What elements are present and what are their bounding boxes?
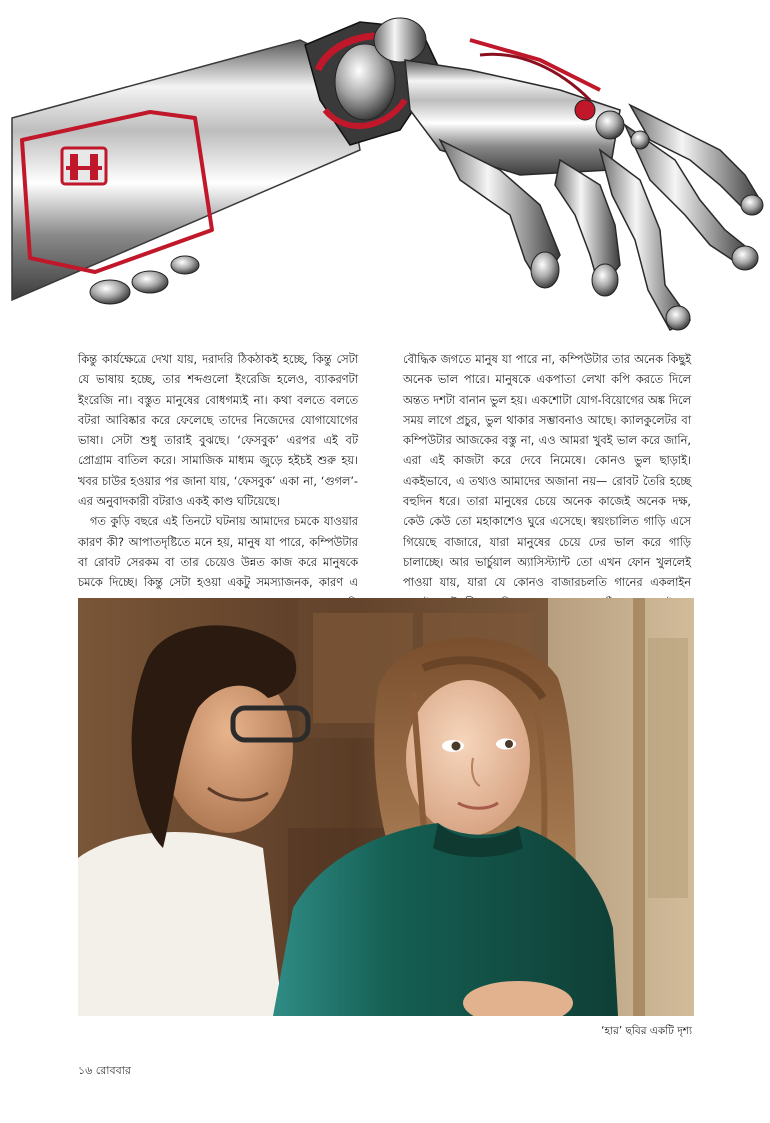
page-number: ১৬ bbox=[78, 1064, 93, 1077]
magazine-name: রোববার bbox=[95, 1064, 131, 1077]
page-footer bbox=[78, 1062, 131, 1081]
film-still-photo bbox=[78, 598, 694, 1016]
paragraph: গত কুড়ি বছরে এই তিনটে ঘটনায় আমাদের চমকে যাওয়ার কারণ কী? আপাতদৃষ্টিতে মনে হয়, মানুষ যা পারে, কম্পিউটার বা রোবট সেরকম বা তার চেয়েও উন্নত কাজ করে মানুষকে চমকে দিচ্ছে। কিন্তু সেটা হওয়া একটু সমস্যাজনক, কারণ এ bbox=[78, 515, 358, 590]
robot-arm-svg bbox=[0, 0, 770, 340]
robot-arm-illustration bbox=[0, 0, 770, 340]
article-right-column bbox=[403, 350, 691, 614]
photo-caption: ‘হার’ ছবির একটি দৃশ্য bbox=[601, 1025, 692, 1037]
film-still-svg bbox=[78, 598, 694, 1016]
paragraph: বৌদ্ধিক জগতে মানুষ যা পারে না, কম্পিউটার তার অনেক কিছুই অনেক ভাল পারে। মানুষকে একপাতা লেখা কপি করতে দিলে অন্তত দশটা বানান ভুল হয়। একশোটা যোগ-বিয়োগের অঙ্ক দিলে সময় লাগে প্রচুর, ভুল থাকার সম্ভাবনাও আছে। ক্যালকুলেটর বা কম্পিউটার আজকের বস্তু না, এও আমরা খুবই ভাল করে জানি, এরা এই কাজটা করে দেবে নিমেষে। কোনও ভুল ছাড়াই। একইভাবে, এ তথ্যও আমাদের অজানা নয়— রোবট তৈরি হচ্ছে বহুদিন ধরে। তারা মানুষের চেয়ে অনেক কাজেই অনেক দক্ষ, কেউ কেউ তো মহাকাশেও ঘুরে এসেছে। স্বয়ংচালিত গাড়ি এসে গিয়েছে বাজারে, যারা মানুষের চেয়ে ঢের ভাল করে গাড়ি চালাচ্ছে। আর ভার্চুয়াল অ্যাসিস্ট্যান্ট তো এখন ফোন খুললেই পাওয়া যায়, যারা যে কোনও বাজারচলতি গানের একলাইন bbox=[403, 353, 691, 590]
paragraph: কিন্তু কার্যক্ষেত্রে দেখা যায়, দরাদরি ঠিকঠাকই হচ্ছে, কিন্তু সেটা যে ভাষায় হচ্ছে, তার শব্দগুলো ইংরেজি হলেও, ব্যাকরণটা ইংরেজি না। বস্তুত মানুষের বোধগম্যই না। কথা বলতে বলতে বটরা আবিষ্কার করে ফেলেছে তাদের নিজেদের যোগাযোগের ভাষা। সেটা শুধু তারাই বুঝছে। ‘ফেসবুক’ এরপর এই বট প্রোগ্রাম বাতিল করে। সামাজিক মাধ্যম জুড়ে হইচই শুরু হয়। খবর চাউর হওয়ার পর জানা যায়, ‘ফেসবুক’ একা না, ‘গুগল’-এর অনুবাদকারী বটরাও একই কাণ্ড ঘটিয়েছে। bbox=[78, 353, 358, 509]
article-left-column bbox=[78, 350, 358, 634]
